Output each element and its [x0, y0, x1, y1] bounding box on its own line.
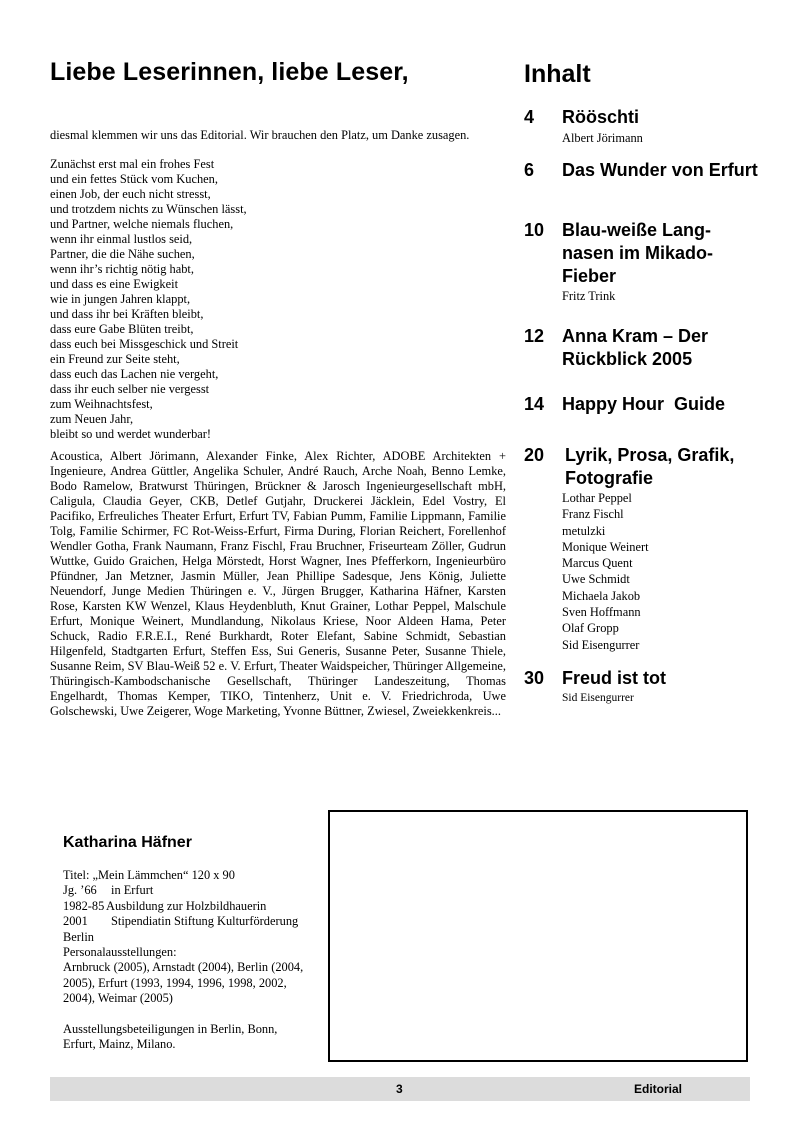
bio-value: Ausbildung zur Holzbildhauerin: [106, 898, 267, 913]
poem-line: dass euch bei Missgeschick und Streit: [50, 337, 239, 351]
toc-title: Happy Hour Guide: [562, 394, 726, 414]
toc-author: Sid Eisengurrer: [562, 637, 640, 652]
toc-title: Rööschti: [562, 107, 640, 127]
toc-page-number: 14: [524, 394, 545, 414]
toc-title: Blau-weiße Lang-nasen im Mikado-Fieber: [562, 220, 714, 286]
toc-author: Olaf Gropp: [562, 621, 619, 636]
poem-line: wenn ihr’s richtig nötig habt,: [50, 262, 194, 276]
toc-authors: [562, 288, 615, 304]
poem-line: Zunächst erst mal ein frohes Fest: [50, 157, 215, 171]
artist-name: Katharina Häfner: [63, 834, 192, 851]
page-footer: [50, 1077, 750, 1101]
poem-line: und trotzdem nichts zu Wünschen lässt,: [50, 202, 247, 216]
toc-title: Anna Kram – Der Rückblick 2005: [562, 326, 709, 369]
poem-line: einen Job, der euch nicht stresst,: [50, 187, 211, 201]
poem-line: und ein fettes Stück vom Kuchen,: [50, 172, 218, 186]
poem-line: zum Neuen Jahr,: [50, 412, 134, 426]
poem-line: und dass ihr bei Kräften bleibt,: [50, 307, 204, 321]
editorial-poem: [50, 157, 512, 442]
page-number: 3: [396, 1082, 403, 1096]
toc-author: Sven Hoffmann: [562, 605, 641, 620]
toc-author: Michaela Jakob: [562, 588, 641, 603]
bio-line: [63, 883, 311, 898]
section-name: Editorial: [634, 1082, 683, 1096]
toc-title: Freud ist tot: [562, 668, 666, 688]
bio-value: in Erfurt: [111, 883, 154, 898]
editorial-heading: Liebe Leserinnen, liebe Leser,: [50, 58, 409, 86]
toc-author: Fritz Trink: [562, 289, 616, 303]
artwork-title: Titel: „Mein Lämmchen“ 120 x 90: [63, 868, 235, 882]
poem-line: wenn ihr einmal lustlos seid,: [50, 232, 193, 246]
toc-page-number: 4: [524, 107, 535, 127]
bio-line: [63, 899, 311, 914]
bio-line: [63, 914, 311, 929]
poem-line: und dass es eine Ewigkeit: [50, 277, 179, 291]
thanks-list: Acoustica, Albert Jörimann, Alexander Finke, Alex Richter, ADOBE Architekten + Ingenieure, Andrea Güttler, Angelika Schuler, André Rauch, Arche Noah, Benno Lemke, Bodo Ramelow, Bratwurst Thüringen, Brückner & Jarosch Ingenieurgesellschaft mbH, Caligula, Claudia Geyer, CKB, Detlef Gutjahr, Druckerei Jäcklein, Edel Vostry, El Pacifiko, Erfreuliches Theater Erfurt, Erfurt TV, Fabian Pumm, Familie Lippmann, Familie Tolg, Familie Schirmer, FC Rot-Weiss-Erfurt, Firma During, Florian Reichert, Forellenhof Wendler Gotha, Frank Naumann, Franz Fischl, Frau Bruchner, Friseurteam Zöller, Gudrun Wuttke, Guido Graichen, Helga Mörstedt, Horst Wagner, Ines Pfefferkorn, Ingenieurbüro Pfündner, Jan Metzner, Jasmin Müller, Jean Phillipe Sadesque, Jens König, Juliette Neuendorf, Junge Medien Thüringen e. V., Jürgen Brugger, Katharina Häfner, Karsten Rose, Karsten KW Wenzel, Klaus Heydenbluth, Knut Grainer, Lothar Peppel, Malschule Erfurt, Monique Weinert, Mundlandung, Nikolaus Kriese, Noor Aldeen Hama, Peter Schuck, Radio F.R.E.I., René Burkhardt, Roter Elefant, Sabine Schmidt, Sebastian Hilgenfeld, Stadtgarten Erfurt, Steffen Ess, Sui Generis, Susanne Peter, Susanne Thiele, Susanne Reim, SV Blau-Weiß 52 e. V. Erfurt, Theater Waidspeicher, Thüringer Allgemeine, Thüringisch-Kambodschanische Gesellschaft, Thüringer Landeszeitung, Thomas Engelhardt, Thomas Kemper, TIKO, Tintenherz, Unit e. V. Friedrichroda, Uwe Golschewski, Uwe Zeigerer, Woge Marketing, Yvonne Büttner, Zwiesel, Zweiekkenkreis...: [50, 449, 506, 718]
poem-line: dass eure Gabe Blüten treibt,: [50, 322, 194, 336]
toc-author: Albert Jörimann: [562, 131, 643, 145]
toc-author: Monique Weinert: [562, 539, 649, 554]
poem-line: dass euch das Lachen nie vergeht,: [50, 367, 219, 381]
solo-exhibitions: Arnbruck (2005), Arnstadt (2004), Berlin (2004, 2005), Erfurt (1993, 1994, 1996, 1998, 2002, 2004), Weimar (2005): [63, 960, 304, 1006]
poem-line: zum Weihnachtsfest,: [50, 397, 153, 411]
bio-label: Jg. ’66: [63, 883, 97, 898]
toc-author: Franz Fischl: [562, 507, 624, 522]
bio-value: Stipendiatin Stiftung Kulturförderung: [111, 914, 299, 929]
toc-page-number: 10: [524, 220, 545, 240]
poem-line: Partner, die die Nähe suchen,: [50, 247, 195, 261]
bio-line: Personalausstellungen:: [63, 945, 177, 960]
bio-line: Berlin: [63, 929, 94, 944]
artwork-image-frame: [328, 810, 748, 1062]
poem-line: wie in jungen Jahren klappt,: [50, 292, 191, 306]
toc-author: Lothar Peppel: [562, 491, 632, 505]
spacer: [63, 1007, 311, 1022]
toc-page-number: 6: [524, 160, 535, 180]
poem-line: ein Freund zur Seite steht,: [50, 352, 180, 366]
toc-author: metulzki: [562, 523, 606, 538]
artist-bio: [63, 868, 311, 1053]
toc-page-number: 12: [524, 326, 545, 346]
poem-line: dass ihr euch selber nie vergesst: [50, 382, 210, 396]
editorial-intro: diesmal klemmen wir uns das Editorial. Wir brauchen den Platz, um Danke zusagen.: [50, 128, 470, 142]
toc-page-number: 20: [524, 445, 545, 465]
toc-title: Lyrik, Prosa, Grafik, Fotografie: [565, 445, 735, 488]
toc-authors: [562, 490, 649, 653]
toc-heading: Inhalt: [524, 60, 591, 88]
toc-author: Uwe Schmidt: [562, 572, 630, 587]
toc-page-number: 30: [524, 668, 545, 688]
bio-label: 1982-85: [63, 898, 105, 913]
toc-authors: [562, 690, 634, 706]
toc-authors: [562, 130, 643, 146]
bio-label: 2001: [63, 914, 88, 929]
poem-line: und Partner, welche niemals fluchen,: [50, 217, 234, 231]
poem-line: bleibt so und werdet wunderbar!: [50, 427, 212, 441]
toc-title: Das Wunder von Erfurt: [562, 160, 758, 180]
toc-author: Sid Eisengurrer: [562, 692, 634, 704]
group-exhibitions: Ausstellungsbeteiligungen in Berlin, Bonn, Erfurt, Mainz, Milano.: [63, 1022, 278, 1052]
toc-author: Marcus Quent: [562, 556, 633, 571]
